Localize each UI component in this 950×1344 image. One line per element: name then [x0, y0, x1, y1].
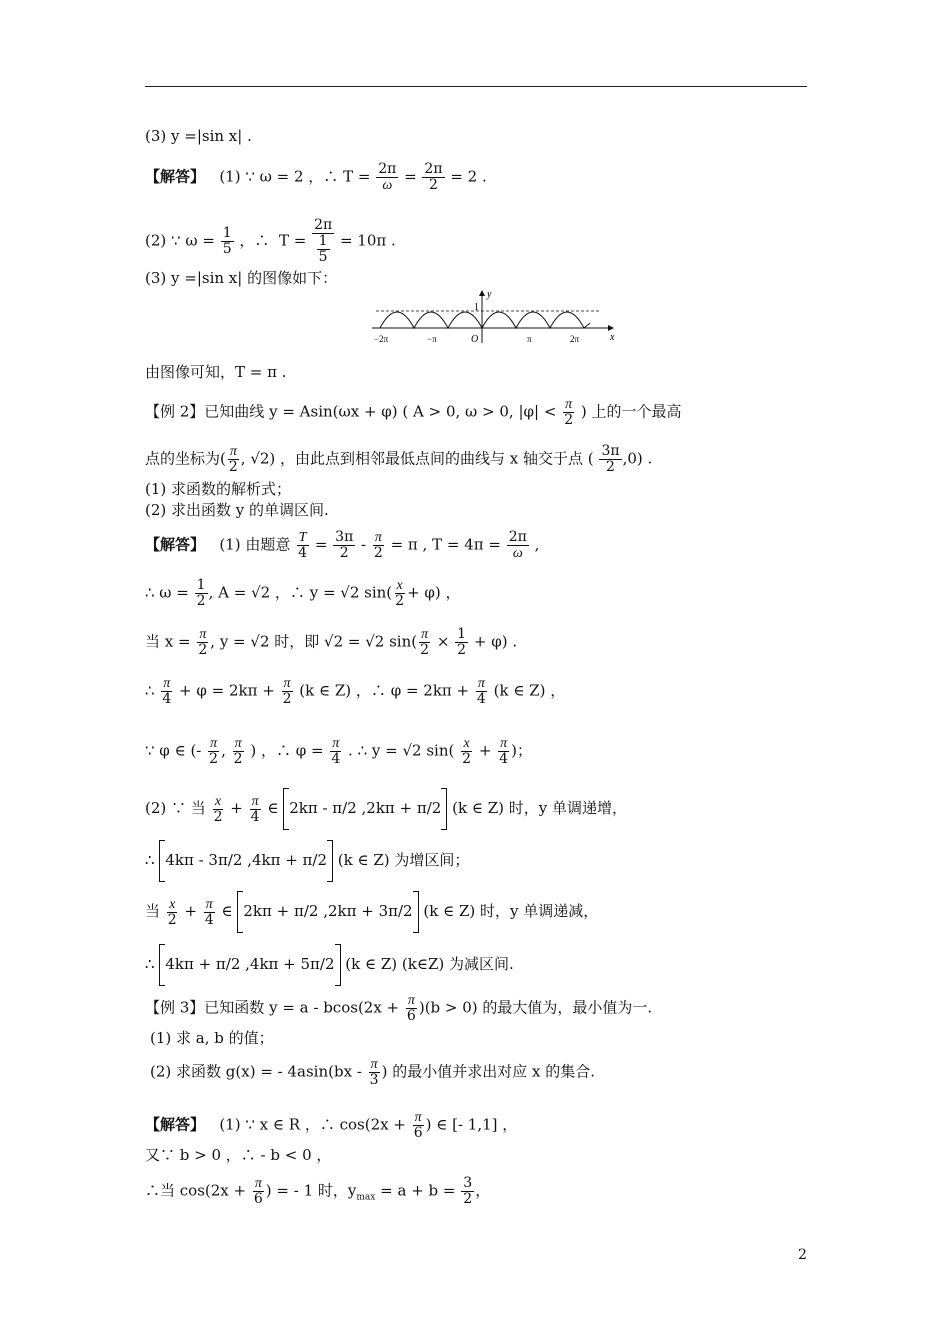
interval: 2kπ + π/2 ,2kπ + 3π/2	[243, 902, 413, 920]
solution-ex2-6: (2) ∵ 当 $\frac{x}{2}$ + $\frac{\pi}{4}$ ∈ 2kπ - π/2 ,2kπ + π/2 (k ∈ Z) 时，y 单调递增，	[145, 788, 627, 830]
interval: 4kπ - 3π/2 ,4kπ + π/2	[165, 851, 328, 869]
solution-ex2-3: 当 x = $\frac{\pi}{2}$ , y = √2 时，即 √2 = √2 sin( $\frac{\pi}{2}$ × $\frac{1}{2}$ + φ) .	[145, 626, 518, 658]
interval: 2kπ - π/2 ,2kπ + π/2	[289, 799, 442, 817]
subscript: max	[356, 1192, 376, 1203]
fraction: $\frac{1}{5}$	[222, 225, 232, 257]
solution-ex2-7	[145, 840, 469, 882]
text: ) = - 1 时，y	[265, 1181, 357, 1200]
solution-ex2-4: ∴ $\frac{\pi}{4}$ + φ = 2kπ + $\frac{\pi}{2}$ (k ∈ Z) ，∴ φ = 2kπ + $\frac{\pi}{4}$ (k ∈ Z) ，	[145, 676, 566, 707]
line-3: (3) y =|sin x| .	[145, 127, 252, 145]
origin-label: O	[471, 334, 479, 345]
question-2: (2) 求出函数 y 的单调区间.	[145, 501, 329, 519]
text: ，∴	[239, 231, 270, 250]
solution-ex3-1: 【解答】 (1) ∵ x ∈ R ，∴ cos(2x + $\frac{\pi}{6}$ ) ∈ [- 1,1] ，	[145, 1110, 518, 1141]
text: T =	[278, 231, 307, 250]
text: ∴	[145, 851, 155, 869]
text: 当	[145, 902, 161, 920]
text: = a + b =	[380, 1181, 456, 1200]
text: ) 上的一个最高	[580, 402, 682, 421]
fraction: $\frac{\pi}{2}$	[228, 444, 238, 475]
example-3: 【例 3】已知函数 y = a - bcos(2x + $\frac{\pi}{6}$ )(b > 0) 的最大值为，最小值为一.	[145, 993, 653, 1024]
tick-neg-2pi: −2π	[374, 334, 389, 344]
text: + φ) ，	[407, 583, 461, 602]
y-arrow	[479, 290, 485, 296]
abs-sin-graph	[370, 288, 620, 346]
text: ∴ ω =	[145, 583, 189, 602]
solution-ex3-2: 又∵ b > 0 ，∴ - b < 0 ，	[145, 1146, 332, 1164]
x-label: x	[610, 332, 615, 343]
text: ∴当 cos(2x +	[145, 1181, 247, 1200]
y-label: y	[487, 289, 492, 300]
text: + φ = 2kπ +	[179, 681, 275, 700]
text: (1) 由题意	[219, 535, 291, 554]
text: ) ∈ [- 1,1] ，	[425, 1115, 518, 1134]
fraction: $\frac{2\pi}{2}$	[424, 161, 443, 193]
text: )；	[511, 741, 532, 760]
text: (2) 求函数 g(x) = - 4asin(bx -	[150, 1062, 362, 1081]
solution-label: 【解答】	[145, 1115, 206, 1134]
ex3-question-1: (1) 求 a, b 的值；	[150, 1029, 274, 1047]
text: , A = √2 ，∴ y = √2 sin(	[208, 583, 393, 602]
text: ∴	[145, 681, 155, 700]
text: (2) ∵ ω =	[145, 231, 215, 250]
interval: 4kπ + π/2 ,4kπ + 5π/2	[165, 955, 335, 973]
tick-2pi: 2π	[570, 334, 580, 344]
text: (1) ∵ ω = 2 ，∴ T =	[219, 167, 371, 186]
text: , √2) ，由此点到相邻最低点间的曲线与 x 轴交于点 (	[240, 449, 594, 468]
text: 点的坐标为(	[145, 449, 226, 468]
text: ∈	[267, 799, 279, 817]
example-2	[145, 397, 682, 428]
text: (k ∈ Z) ，	[493, 681, 566, 700]
text: )(b > 0) 的最大值为，最小值为一.	[418, 998, 653, 1017]
solution-ex2-1: 【解答】 (1) 由题意 $\frac{T}{4}$ = $\frac{3\pi}{2}$ - $\frac{\pi}{2}$ = π , T = 4π = $\frac{2\pi}{\omega}$ ,	[145, 529, 540, 561]
text: (k ∈ Z) 为增区间；	[337, 851, 470, 869]
fraction: $\frac{2\pi}{\omega}$	[378, 161, 397, 193]
solution-ex2-2: ∴ ω = $\frac{1}{2}$ , A = √2 ，∴ y = √2 sin( $\frac{x}{2}$ + φ) ，	[145, 577, 461, 609]
text: ) 的最小值并求出对应 x 的集合.	[381, 1062, 595, 1081]
solution-ex2-8: 当 $\frac{x}{2}$ + $\frac{\pi}{4}$ ∈ 2kπ + π/2 ,2kπ + 3π/2 (k ∈ Z) 时，y 单调递减，	[145, 891, 598, 933]
text: . ∴ y = √2 sin(	[348, 741, 455, 760]
question-1: (1) 求函数的解析式；	[145, 480, 292, 498]
solution-ex2-5: ∵ φ ∈ (- $\frac{\pi}{2}$ , $\frac{\pi}{2}$ ) ，∴ φ = $\frac{\pi}{4}$ . ∴ y = √2 sin( $\frac{x}{2}$ + $\frac{\pi}{4}$ )；	[145, 736, 532, 767]
text: 【例 2】已知曲线 y = Asin(ωx + φ) ( A > 0, ω > 0, |φ| <	[145, 402, 557, 421]
page-number: 2	[798, 1247, 807, 1263]
text: ∵ φ ∈ (-	[145, 741, 202, 760]
text: = 2 .	[450, 167, 487, 186]
solution-ex3-3: ∴当 cos(2x + $\frac{\pi}{6}$ ) = - 1 时，$y_{max} = a + b$ = $\frac{3}{2}$ ，	[145, 1175, 491, 1207]
text: (k ∈ Z) ，∴ φ = 2kπ +	[299, 681, 470, 700]
text: ∴	[145, 955, 155, 973]
solution-1: 【解答】 (1) ∵ ω = 2 ，∴ T = $\frac{2\pi}{\omega}$ = $\frac{2\pi}{2}$ = 2 .	[145, 161, 487, 193]
text: , y = √2 时，即 √2 = √2 sin(	[210, 632, 418, 651]
solution-label: 【解答】	[145, 535, 206, 554]
solution-2	[145, 218, 396, 265]
line-period: 由图像可知，T = π .	[145, 363, 287, 381]
one-label: 1	[474, 302, 479, 313]
fraction: $\frac{3\pi}{2}$	[601, 443, 620, 475]
text: ，	[475, 1181, 491, 1200]
text: (k ∈ Z) (k∈Z) 为减区间.	[345, 955, 514, 973]
curve	[380, 312, 590, 328]
header-rule	[145, 86, 807, 87]
text: ) ，∴ φ =	[250, 741, 324, 760]
text: (k ∈ Z) 时，y 单调递增，	[452, 799, 627, 817]
x-arrow	[608, 325, 614, 331]
solution-ex2-9	[145, 944, 514, 986]
fraction: $\frac{2\pi}{\frac{1}{5}}$	[314, 217, 333, 265]
example-2-cont	[145, 444, 652, 475]
text: (2) ∵ 当	[145, 799, 206, 817]
text: (k ∈ Z) 时，y 单调递减，	[423, 902, 599, 920]
tick-neg-pi: −π	[427, 334, 437, 344]
fraction: $\frac{\pi}{2}$	[564, 397, 574, 428]
ex3-question-2: (2) 求函数 g(x) = - 4asin(bx - $\frac{\pi}{3}$ ) 的最小值并求出对应 x 的集合.	[150, 1057, 595, 1088]
line-graph-intro: (3) y =|sin x| 的图像如下：	[145, 269, 338, 287]
text: = 10π .	[339, 231, 396, 250]
text: 当 x =	[145, 632, 191, 651]
text: = π , T = 4π =	[390, 535, 501, 554]
text: (1) ∵ x ∈ R ，∴ cos(2x +	[219, 1115, 406, 1134]
tick-pi: π	[527, 334, 532, 344]
text: + φ) .	[473, 632, 518, 651]
text: ,0) .	[622, 449, 653, 468]
solution-label: 【解答】	[145, 167, 206, 186]
text: 【例 3】已知函数 y = a - bcos(2x +	[145, 998, 400, 1017]
